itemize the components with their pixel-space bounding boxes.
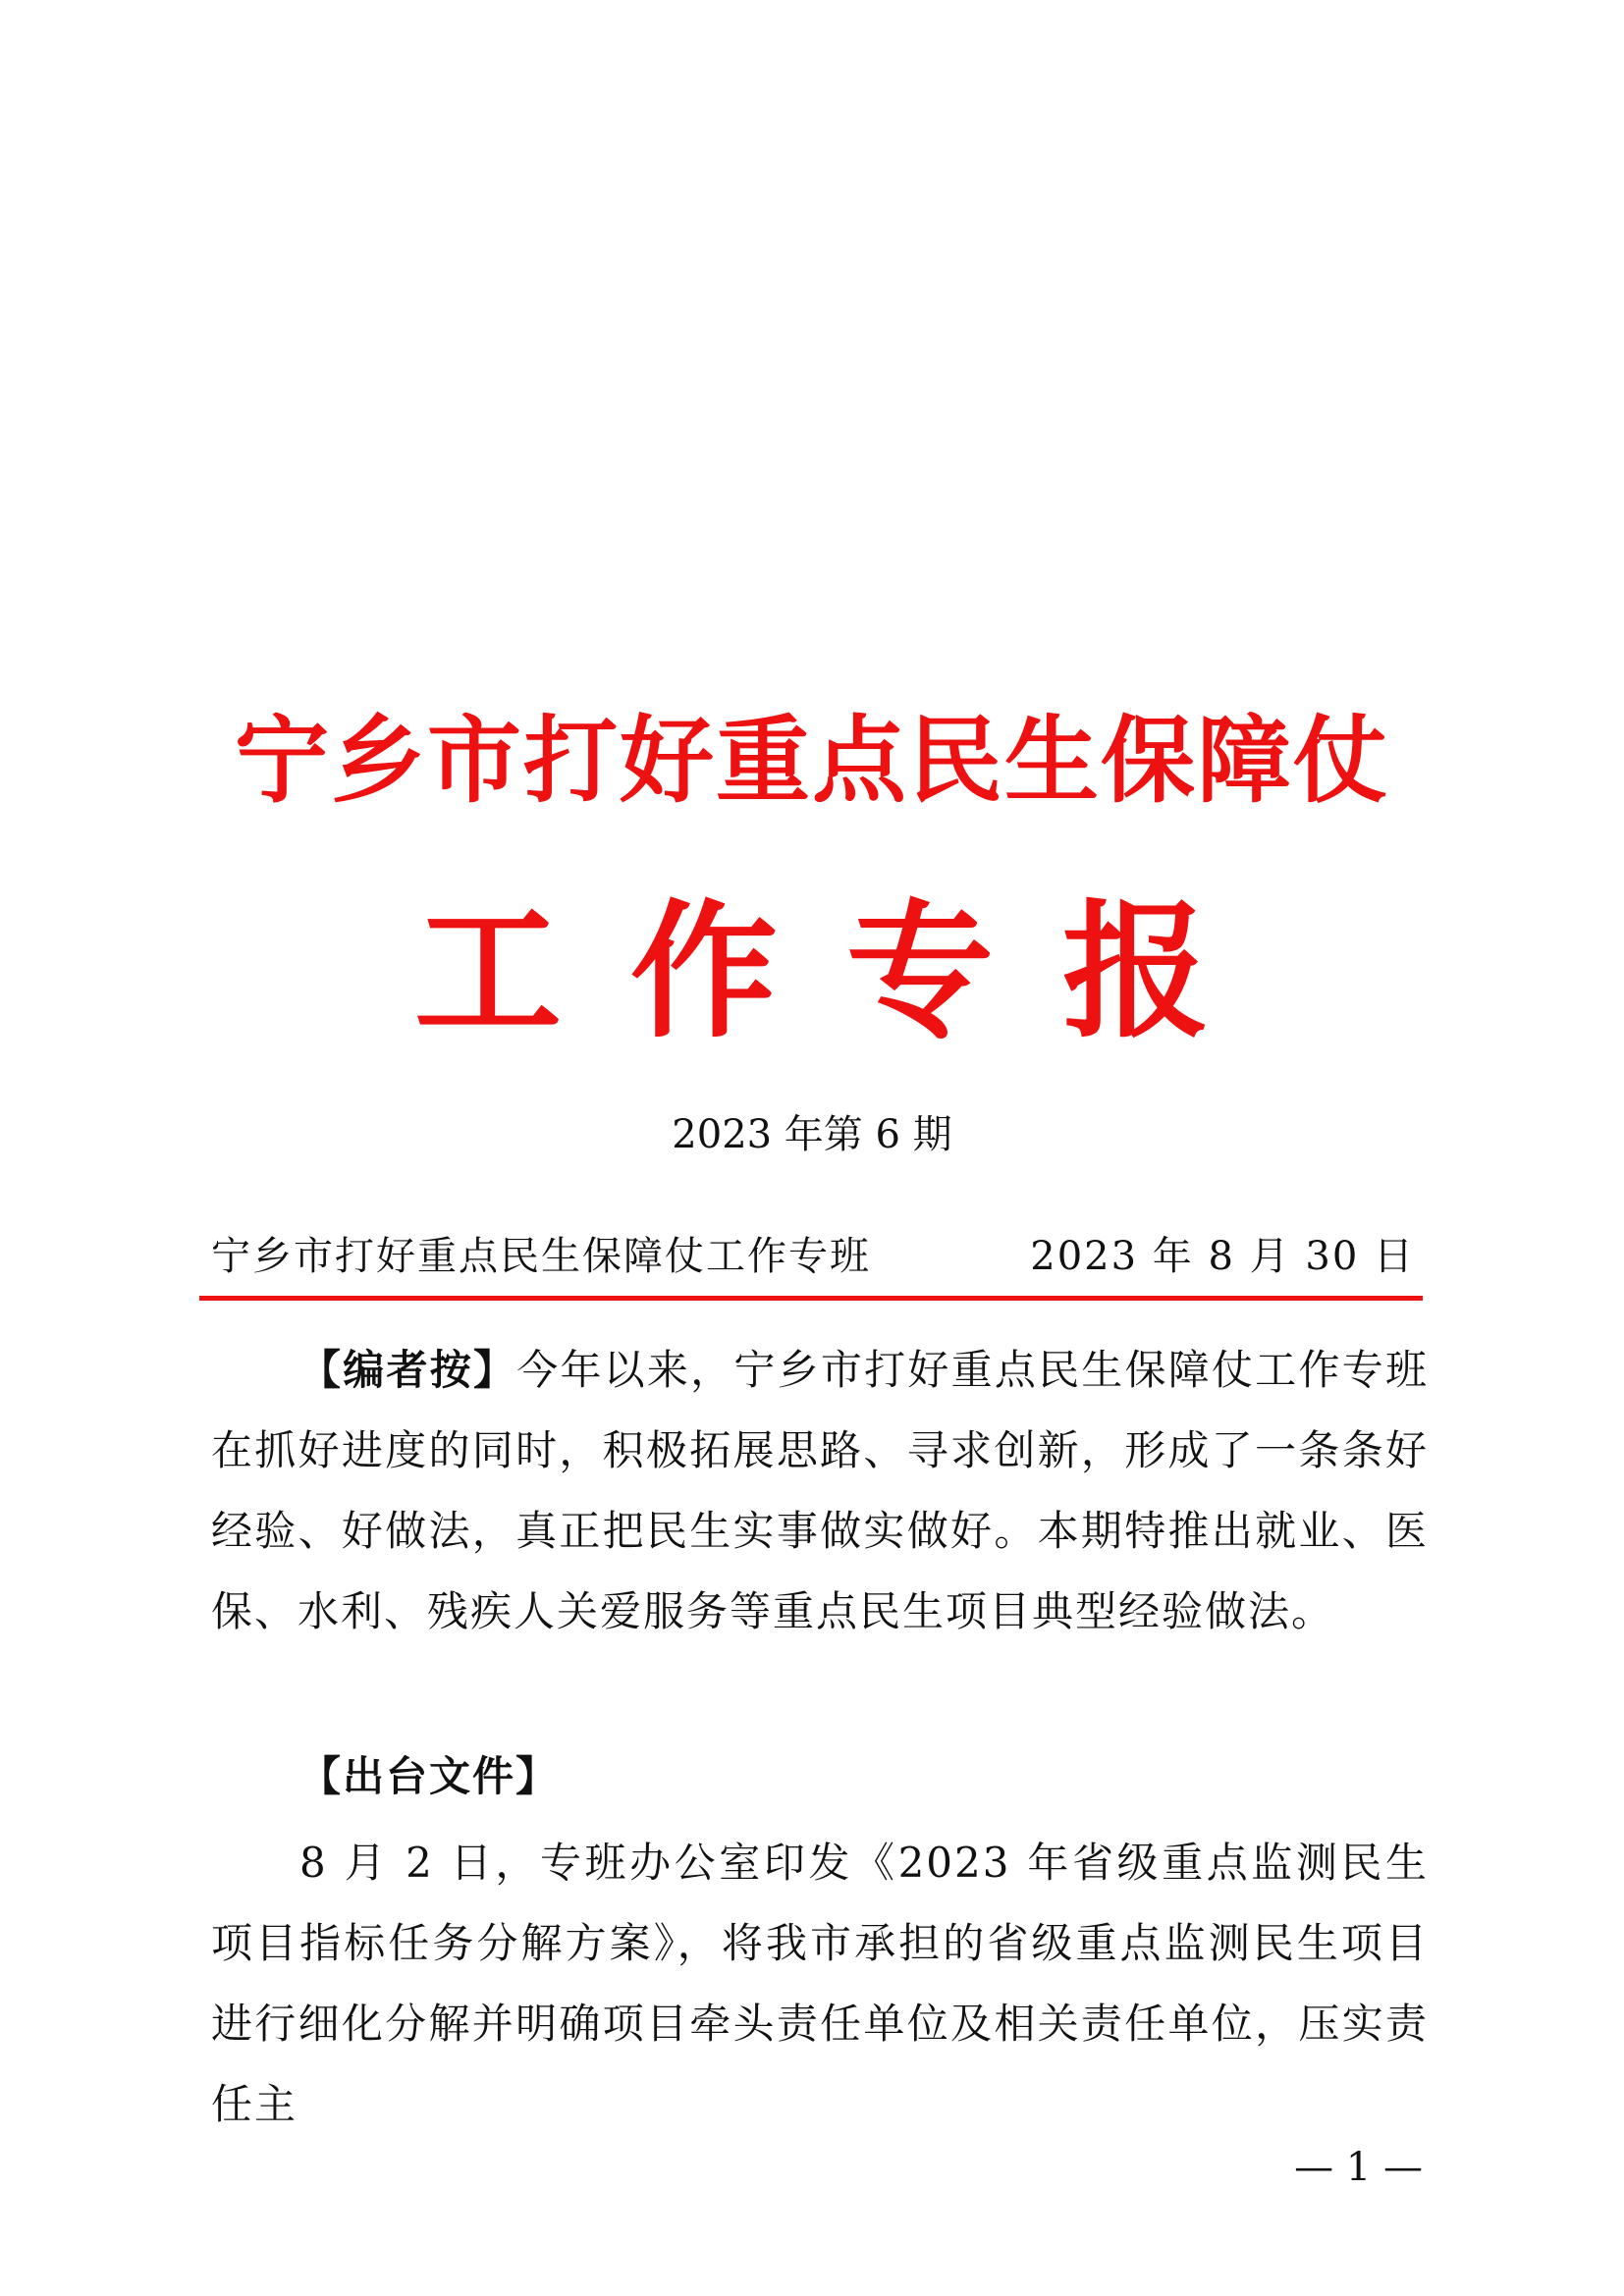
issue-number: 2023 年第 6 期 [672,1112,952,1157]
issuing-organization: 宁乡市打好重点民生保障仗工作专班 [211,1234,871,1279]
red-divider-line [199,1296,1423,1301]
editor-note-paragraph [211,1330,1429,1652]
section-paragraph: 8 月 2 日，专班办公室印发《2023 年省级重点监测民生项目指标任务分解方案》，将我市承担的省级重点监测民生项目进行细化分解并明确项目牵头责任单位及相关责任单位，压实责任主 [211,1839,1429,2128]
page-number: — 1 — [1294,2145,1423,2190]
editor-note-label: 【编者按】 [299,1346,517,1394]
issue-date: 2023 年 8 月 30 日 [1030,1234,1415,1279]
section-heading: 【出台文件】 [299,1752,560,1800]
masthead-title: 宁乡市打好重点民生保障仗 [235,705,1389,816]
editor-note-text: 今年以来，宁乡市打好重点民生保障仗工作专班在抓好进度的同时，积极拓展思路、寻求创新，形成了一条条好经验、好做法，真正把民生实事做实做好。本期特推出就业、医保、水利、残疾人关爱服务等重点民生项目典型经验做法。 [211,1346,1429,1635]
masthead-subtitle: 工作专报 [413,885,1278,1058]
meta-row [211,1227,1415,1286]
